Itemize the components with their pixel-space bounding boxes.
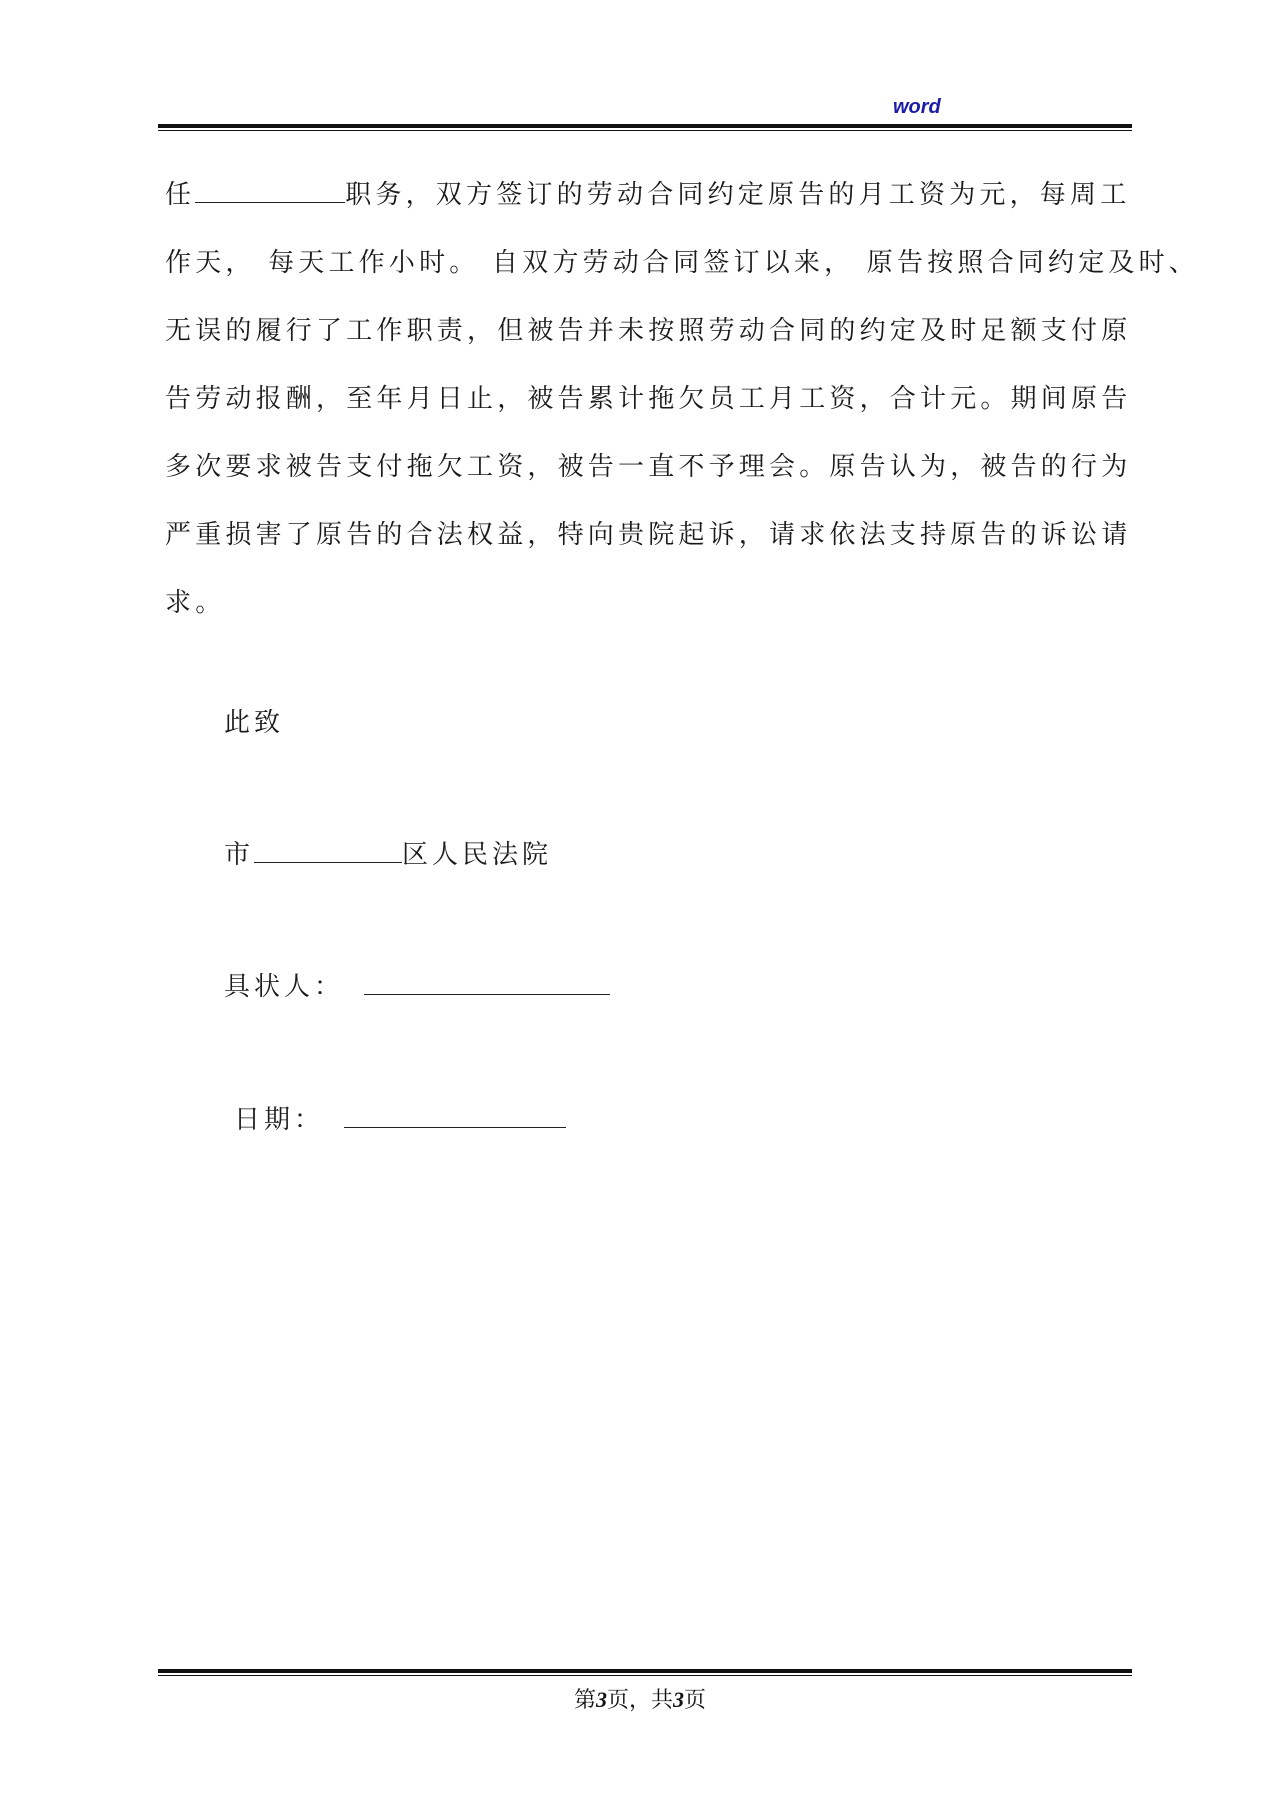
footer-rule [158,1669,1132,1676]
body-line [165,161,1131,229]
page-total: 3 [673,1687,684,1712]
body-line: 作天， 每天工作小时。 自双方劳动合同签订以来， 原告按照合同约定及时、 [165,248,1199,278]
body-line: 多次要求被告支付拖欠工资，被告一直不予理会。原告认为，被告的行为 [165,452,1132,482]
footer-prefix: 第 [573,1687,596,1712]
body-line-rest: 职务，双方签订的劳动合同约定原告的月工资为元，每周工 [345,180,1131,210]
court-name [224,834,552,871]
body-line: 严重损害了原告的合法权益，特向贵院起诉，请求依法支持原告的诉讼请 [165,520,1132,550]
date-line [234,1099,566,1136]
footer-middle: 页，共 [606,1687,673,1712]
footer-suffix: 页 [684,1687,707,1712]
signer-blank [364,972,610,995]
body-line: 求。 [165,588,226,618]
header-rule [158,124,1132,131]
court-prefix: 市 [224,840,255,870]
signer-label: 具状人： [224,972,345,1002]
page-number: 3 [595,1687,607,1712]
date-label: 日期： [234,1105,325,1135]
date-blank [344,1105,566,1128]
body-paragraph [165,161,1199,637]
body-line: 告劳动报酬，至年月日止，被告累计拖欠员工月工资，合计元。期间原告 [165,384,1132,414]
signer-line [224,966,610,1003]
closing-salutation: 此致 [224,708,285,738]
position-blank [195,180,345,203]
court-suffix: 区人民法院 [402,840,553,870]
page-footer [0,1683,1280,1714]
body-line-start: 任 [165,180,196,210]
body-line: 无误的履行了工作职责，但被告并未按照劳动合同的约定及时足额支付原 [165,316,1132,346]
district-blank [254,840,402,863]
header-label: word [893,96,941,118]
